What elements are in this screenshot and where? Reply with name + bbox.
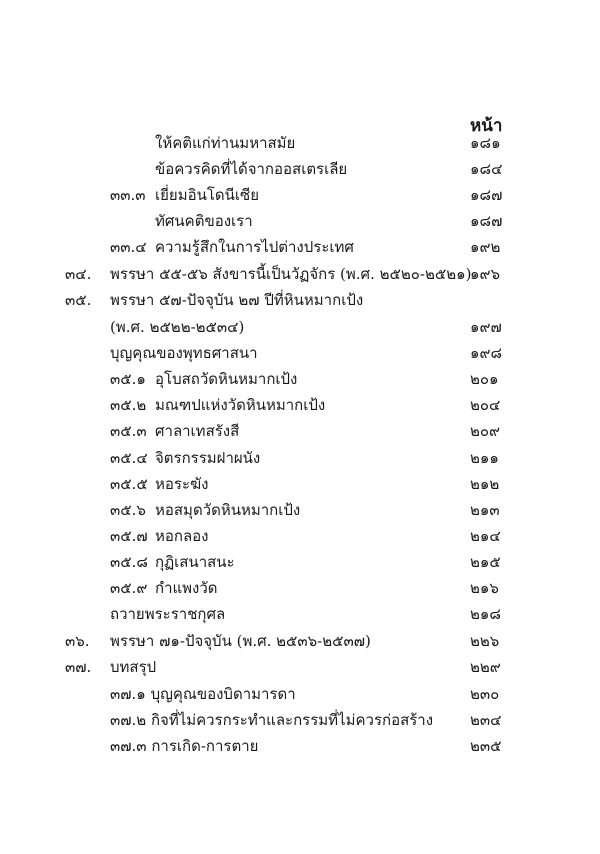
toc-entry — [0, 629, 600, 655]
toc-entry-title: หอระฆัง — [155, 475, 209, 493]
toc-entry-number: ๓๕.๓ — [110, 422, 147, 440]
toc-entry-title: พรรษา ๕๗-ปัจจุบัน ๒๗ ปีที่หินหมากเป้ง — [110, 291, 364, 309]
toc-entry-number: ๓๗. — [65, 658, 92, 676]
toc-entry-page-number: ๑๘๗ — [470, 186, 503, 204]
toc-entry — [0, 602, 600, 628]
toc-entry-title: ๓๗.๒ กิจที่ไม่ควรกระทำและกรรมที่ไม่ควรก่อสร้าง — [110, 711, 434, 729]
toc-entry-title: จิตรกรรมฝาผนัง — [155, 449, 261, 467]
toc-entry-page-number: ๒๓๔ — [470, 711, 502, 729]
toc-entry-number: ๓๕.๖ — [110, 501, 146, 519]
toc-entry-title: มณฑปแห่งวัดหินหมากเป้ง — [155, 396, 326, 414]
toc-entry-title: บทสรุป — [110, 658, 157, 676]
toc-entry-page-number: ๒๑๒ — [470, 475, 500, 493]
toc-entry — [0, 550, 600, 576]
toc-entry-number: ๓๖. — [65, 632, 90, 650]
toc-entry — [0, 734, 600, 760]
toc-entry-page-number: ๒๑๑ — [470, 449, 499, 467]
toc-entry-title: เยี่ยมอินโดนีเซีย — [155, 186, 260, 204]
toc-entry — [0, 524, 600, 550]
toc-entry — [0, 341, 600, 367]
page-column-header: หน้า — [470, 116, 503, 136]
toc-entry-page-number: ๒๑๕ — [470, 553, 501, 571]
toc-entry-page-number: ๑๙๖ — [470, 265, 501, 283]
toc-entry-title: ศาลาเทสรังสี — [155, 422, 240, 440]
toc-entry-page-number: ๒๒๖ — [470, 632, 500, 650]
toc-entry-number: ๓๕.๒ — [110, 396, 147, 414]
toc-entry-title: พรรษา ๕๕-๕๖ สังขารนี้เป็นวัฏจักร (พ.ศ. ๒๕๒๐-๒๕๒๑) — [110, 265, 472, 283]
toc-entry-page-number: ๒๒๙ — [470, 658, 501, 676]
toc-entry-title: กุฏิเสนาสนะ — [155, 553, 235, 571]
toc-entry-title: (พ.ศ. ๒๕๒๒-๒๕๓๔) — [110, 318, 245, 336]
toc-entry-page-number: ๒๐๙ — [470, 422, 501, 440]
toc-entry-title: พรรษา ๗๑-ปัจจุบัน (พ.ศ. ๒๕๓๖-๒๕๓๗) — [110, 632, 371, 650]
toc-entry-title: ถวายพระราชกุศล — [110, 605, 226, 623]
toc-entry-title: ๓๗.๓ การเกิด-การตาย — [110, 737, 259, 755]
toc-entry-title: หอกลอง — [155, 527, 209, 545]
toc-entry-page-number: ๒๑๓ — [470, 501, 500, 519]
toc-entry — [0, 446, 600, 472]
toc-entry — [0, 419, 600, 445]
toc-entry — [0, 209, 600, 235]
toc-entry — [0, 708, 600, 734]
toc-entry-page-number: ๑๙๗ — [470, 318, 502, 336]
toc-entry-title: ๓๗.๑ บุญคุณของบิดามารดา — [110, 685, 296, 703]
toc-entry — [0, 235, 600, 261]
toc-entry-title: ทัศนคติของเรา — [155, 212, 253, 230]
toc-entry-number: ๓๔. — [65, 265, 92, 283]
toc-entry-number: ๓๕.๕ — [110, 475, 148, 493]
toc-entry-page-number: ๑๙๘ — [470, 344, 503, 362]
toc-entry-title: ให้คติแก่ท่านมหาสมัย — [155, 134, 296, 152]
toc-entry-number: ๓๕.๔ — [110, 449, 148, 467]
toc-entry-page-number: ๑๙๒ — [470, 238, 501, 256]
toc-entry-title: กำแพงวัด — [155, 579, 218, 597]
toc-entry-title: หอสมุดวัดหินหมากเป้ง — [155, 501, 301, 519]
toc-entry — [0, 262, 600, 288]
toc-entry-page-number: ๒๑๖ — [470, 579, 499, 597]
toc-entry — [0, 183, 600, 209]
toc-entry-number: ๓๓.๓ — [110, 186, 146, 204]
toc-entry — [0, 367, 600, 393]
toc-entry-title: บุญคุณของพุทธศาสนา — [110, 344, 258, 362]
toc-entry — [0, 655, 600, 681]
toc-entry-number: ๓๕. — [65, 291, 92, 309]
toc-entry-title: อุโบสถวัดหินหมากเป้ง — [155, 370, 298, 388]
toc-entry — [0, 682, 600, 708]
toc-entry-page-number: ๑๘๔ — [470, 160, 503, 178]
toc-entry-page-number: ๒๑๘ — [470, 605, 501, 623]
toc-entry-page-number: ๒๓๐ — [470, 685, 500, 703]
toc-entry-title: ข้อควรคิดที่ได้จากออสเตรเลีย — [155, 160, 348, 178]
toc-entry-number: ๓๕.๙ — [110, 579, 148, 597]
toc-entry — [0, 576, 600, 602]
toc-entry-page-number: ๒๐๑ — [470, 370, 499, 388]
toc-entry — [0, 498, 600, 524]
toc-entry — [0, 157, 600, 183]
toc-entry-number: ๓๕.๗ — [110, 527, 148, 545]
toc-entry-page-number: ๒๐๔ — [470, 396, 501, 414]
toc-entry-number: ๓๓.๔ — [110, 238, 147, 256]
toc-entry-number: ๓๕.๘ — [110, 553, 148, 571]
toc-entry — [0, 288, 600, 314]
toc-entry — [0, 472, 600, 498]
toc-entry-page-number: ๒๑๔ — [470, 527, 501, 545]
toc-entry-number: ๓๕.๑ — [110, 370, 146, 388]
toc-entry-page-number: ๑๘๗ — [470, 212, 503, 230]
toc-entry — [0, 315, 600, 341]
toc-entry-page-number: ๒๓๕ — [470, 737, 502, 755]
toc-entry-page-number: ๑๘๑ — [470, 134, 501, 152]
toc-entry-title: ความรู้สึกในการไปต่างประเทศ — [155, 238, 354, 256]
toc-entry — [0, 393, 600, 419]
toc-entry — [0, 131, 600, 157]
